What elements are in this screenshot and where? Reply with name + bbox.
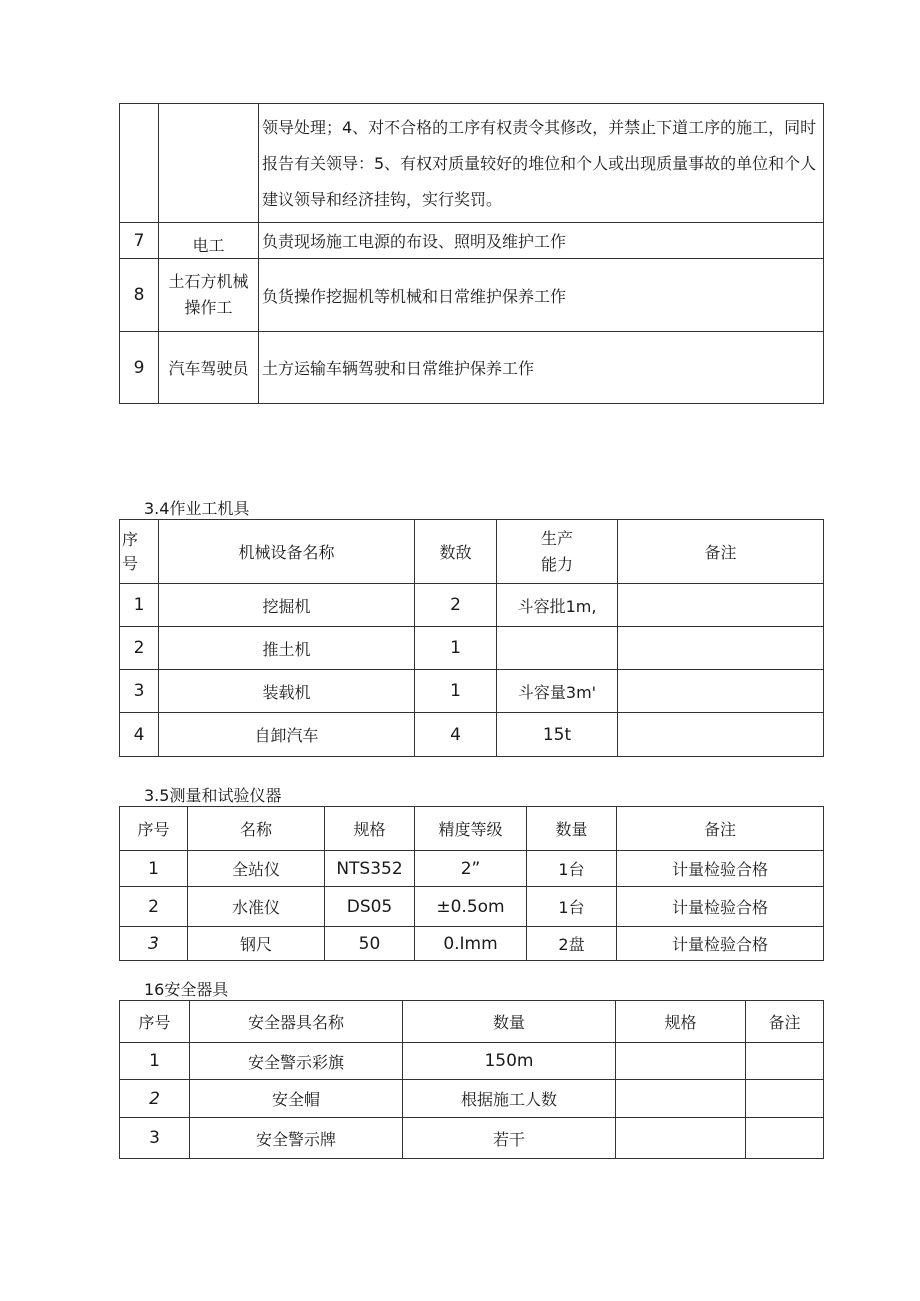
cell-grade: 2” xyxy=(415,851,527,887)
cell-remark xyxy=(746,1118,824,1159)
cell-qty: 2 xyxy=(415,584,497,627)
header-no: 序号 xyxy=(120,1001,190,1043)
section-title-machinery: 3.4作业工机具 xyxy=(144,499,250,518)
cell-capacity xyxy=(497,627,618,670)
cell-spec xyxy=(616,1080,746,1118)
table-row xyxy=(120,887,824,927)
table-row xyxy=(120,1043,824,1080)
cell-qty: 若干 xyxy=(403,1118,616,1159)
role-no-cell: 9 xyxy=(120,332,159,404)
cell-spec: NTS352 xyxy=(325,851,415,887)
cell-qty: 150m xyxy=(403,1043,616,1080)
roles-table xyxy=(119,103,824,404)
header-remark: 备注 xyxy=(617,807,824,851)
table-row xyxy=(120,104,824,223)
role-name-cell: 电工 xyxy=(159,223,259,259)
table-row xyxy=(120,851,824,887)
cell-remark: 计量检验合格 xyxy=(617,887,824,927)
cell-spec xyxy=(616,1118,746,1159)
table-row xyxy=(120,1118,824,1159)
section-title-instruments: 3.5测量和试验仪器 xyxy=(144,786,282,805)
table-row xyxy=(120,713,824,757)
cell-remark xyxy=(618,670,824,713)
cell-remark xyxy=(618,713,824,757)
cell-name: 装载机 xyxy=(159,670,415,713)
cell-qty: 1 xyxy=(415,627,497,670)
table-row xyxy=(120,1080,824,1118)
cell-spec: DS05 xyxy=(325,887,415,927)
role-no-cell xyxy=(120,104,159,223)
header-no xyxy=(120,520,159,584)
cell-no: 1 xyxy=(120,1043,190,1080)
role-duty-cell: 领导处理；4、对不合格的工序有权责令其修改，并禁止下道工序的施工，同时报告有关领导：5、有权对质量较好的堆位和个人或出现质量事故的单位和个人建议领导和经济挂钩，实行奖罚。 xyxy=(259,104,824,223)
cell-no: 4 xyxy=(120,713,159,757)
table-row xyxy=(120,332,824,404)
cell-remark: 计量检验合格 xyxy=(617,851,824,887)
header-spec: 规格 xyxy=(616,1001,746,1043)
table-row xyxy=(120,670,824,713)
cell-remark xyxy=(746,1080,824,1118)
cell-no: 3 xyxy=(120,670,159,713)
header-spec: 规格 xyxy=(325,807,415,851)
cell-name: 全站仪 xyxy=(188,851,325,887)
cell-capacity: 斗容批1m, xyxy=(497,584,618,627)
cell-remark xyxy=(618,627,824,670)
table-row xyxy=(120,584,824,627)
role-name-cell xyxy=(159,104,259,223)
role-no-cell: 7 xyxy=(120,223,159,259)
role-duty-cell: 负责现场施工电源的布设、照明及维护工作 xyxy=(259,223,824,259)
cell-spec: 50 xyxy=(325,927,415,961)
role-duty-cell: 土方运输车辆驾驶和日常维护保养工作 xyxy=(259,332,824,404)
role-duty-cell: 负货操作挖掘机等机械和日常维护保养工作 xyxy=(259,259,824,332)
table-row xyxy=(120,259,824,332)
cell-no: 1 xyxy=(120,851,188,887)
cell-qty: 4 xyxy=(415,713,497,757)
cell-qty: 根据施工人数 xyxy=(403,1080,616,1118)
machinery-table xyxy=(119,519,824,757)
header-name: 名称 xyxy=(188,807,325,851)
table-row xyxy=(120,223,824,259)
cell-name: 自卸汽车 xyxy=(159,713,415,757)
role-name-line: 土石方机械 xyxy=(168,272,249,291)
role-name-cell: 汽车驾驶员 xyxy=(159,332,259,404)
header-grade: 精度等级 xyxy=(415,807,527,851)
header-qty: 数敌 xyxy=(415,520,497,584)
cell-qty: 1 xyxy=(415,670,497,713)
cell-name: 安全警示彩旗 xyxy=(190,1043,403,1080)
header-qty: 数量 xyxy=(527,807,617,851)
header-no: 序号 xyxy=(120,807,188,851)
cell-qty: 1台 xyxy=(527,887,617,927)
table-row xyxy=(120,927,824,961)
cell-qty: 1台 xyxy=(527,851,617,887)
cell-no: 1 xyxy=(120,584,159,627)
cell-name: 安全帽 xyxy=(190,1080,403,1118)
header-capacity-line: 生产 xyxy=(540,528,573,548)
cell-no: 2 xyxy=(120,627,159,670)
cell-remark xyxy=(746,1043,824,1080)
header-no-line: 序 xyxy=(122,529,139,549)
header-qty: 数量 xyxy=(403,1001,616,1043)
cell-no: 3 xyxy=(120,1118,190,1159)
table-header-row xyxy=(120,520,824,584)
header-capacity xyxy=(497,520,618,584)
instruments-table xyxy=(119,806,824,961)
cell-name: 挖掘机 xyxy=(159,584,415,627)
header-capacity-line: 能力 xyxy=(540,554,573,574)
cell-capacity: 斗容量3m' xyxy=(497,670,618,713)
table-row xyxy=(120,627,824,670)
cell-grade: ±0.5om xyxy=(415,887,527,927)
cell-remark xyxy=(618,584,824,627)
header-no-line: 号 xyxy=(122,553,139,573)
cell-name: 安全警示牌 xyxy=(190,1118,403,1159)
table-header-row xyxy=(120,807,824,851)
cell-grade: 0.Imm xyxy=(415,927,527,961)
cell-name: 钢尺 xyxy=(188,927,325,961)
header-remark: 备注 xyxy=(618,520,824,584)
table-header-row xyxy=(120,1001,824,1043)
cell-capacity: 15t xyxy=(497,713,618,757)
header-name: 机械设备名称 xyxy=(159,520,415,584)
cell-name: 推土机 xyxy=(159,627,415,670)
cell-no: 2 xyxy=(120,887,188,927)
cell-no: 3 xyxy=(120,927,188,961)
cell-remark: 计量检验合格 xyxy=(617,927,824,961)
role-name-line: 操作工 xyxy=(184,298,233,317)
role-name-cell xyxy=(159,259,259,332)
header-name: 安全器具名称 xyxy=(190,1001,403,1043)
role-no-cell: 8 xyxy=(120,259,159,332)
cell-no: 2 xyxy=(120,1080,190,1118)
cell-name: 水准仪 xyxy=(188,887,325,927)
header-remark: 备注 xyxy=(746,1001,824,1043)
section-title-safety: 16安全器具 xyxy=(144,980,229,999)
cell-qty: 2盘 xyxy=(527,927,617,961)
safety-table xyxy=(119,1000,824,1159)
cell-spec xyxy=(616,1043,746,1080)
